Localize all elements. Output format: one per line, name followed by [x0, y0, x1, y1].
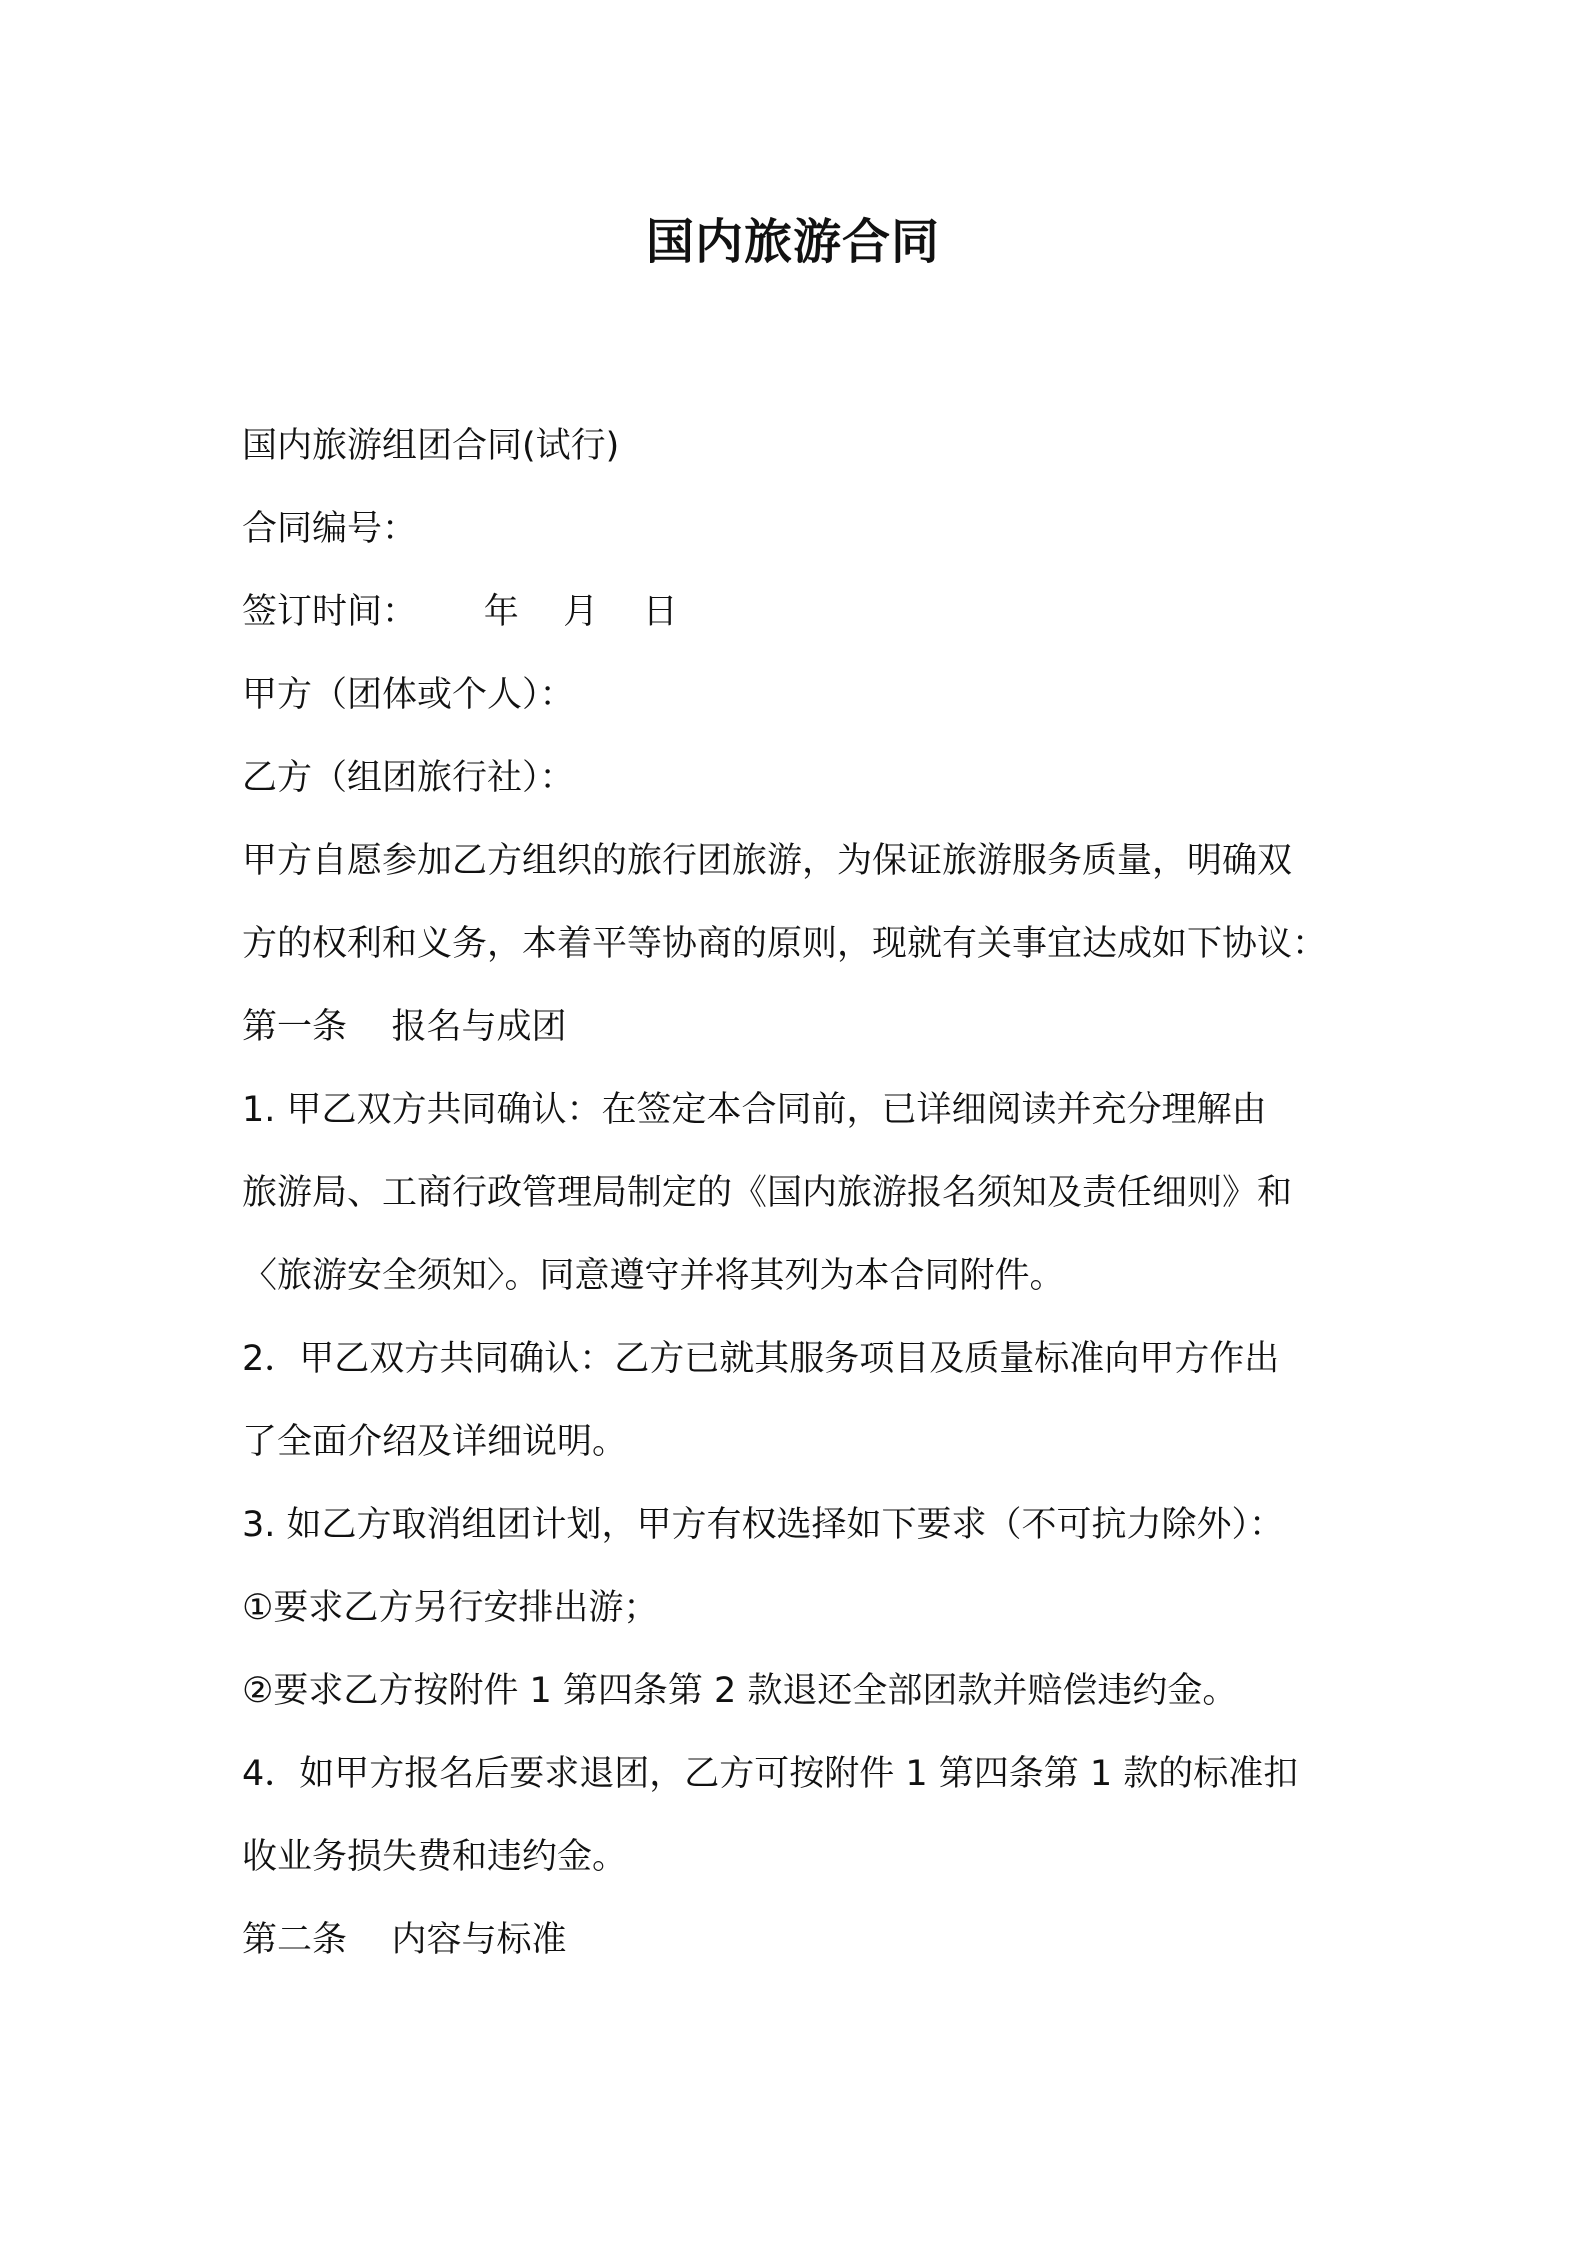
clause-3-option-1: ①要求乙方另行安排出游；: [242, 1588, 659, 1628]
party-a-field: 甲方（团体或个人）：: [242, 675, 575, 715]
article-2-heading: 第二条 内容与标准: [242, 1920, 567, 1960]
contract-number-field: 合同编号：: [242, 509, 418, 549]
document-body: [242, 405, 1362, 1982]
clause-2-line-1: 2．甲乙双方共同确认：乙方已就其服务项目及质量标准向甲方作出: [242, 1339, 1280, 1379]
clause-2-line-2: 了全面介绍及详细说明。: [242, 1422, 628, 1462]
clause-1-line-3: 〈旅游安全须知〉。同意遵守并将其列为本合同附件。: [242, 1256, 1065, 1296]
article-1-heading: 第一条 报名与成团: [242, 1007, 567, 1047]
clause-3-line-1: 3. 如乙方取消组团计划，甲方有权选择如下要求（不可抗力除外）：: [242, 1505, 1285, 1545]
clause-1-line-2: 旅游局、工商行政管理局制定的《国内旅游报名须知及责任细则》和: [242, 1173, 1293, 1213]
preamble-line-2: 方的权利和义务，本着平等协商的原则，现就有关事宜达成如下协议：: [242, 924, 1328, 964]
document-title: 国内旅游合同: [645, 214, 940, 270]
preamble-line-1: 甲方自愿参加乙方组织的旅行团旅游，为保证旅游服务质量，明确双: [242, 841, 1293, 881]
contract-subtitle: 国内旅游组团合同(试行): [242, 426, 620, 466]
clause-4-line-2: 收业务损失费和违约金。: [242, 1837, 628, 1877]
signing-date-field: 签订时间： 年 月 日: [242, 592, 678, 632]
clause-1-line-1: 1. 甲乙双方共同确认：在签定本合同前，已详细阅读并充分理解由: [242, 1090, 1267, 1130]
party-b-field: 乙方（组团旅行社）：: [242, 758, 575, 798]
clause-3-option-2: ②要求乙方按附件 1 第四条第 2 款退还全部团款并赔偿违约金。: [242, 1671, 1238, 1711]
clause-4-line-1: 4．如甲方报名后要求退团，乙方可按附件 1 第四条第 1 款的标准扣: [242, 1754, 1299, 1794]
